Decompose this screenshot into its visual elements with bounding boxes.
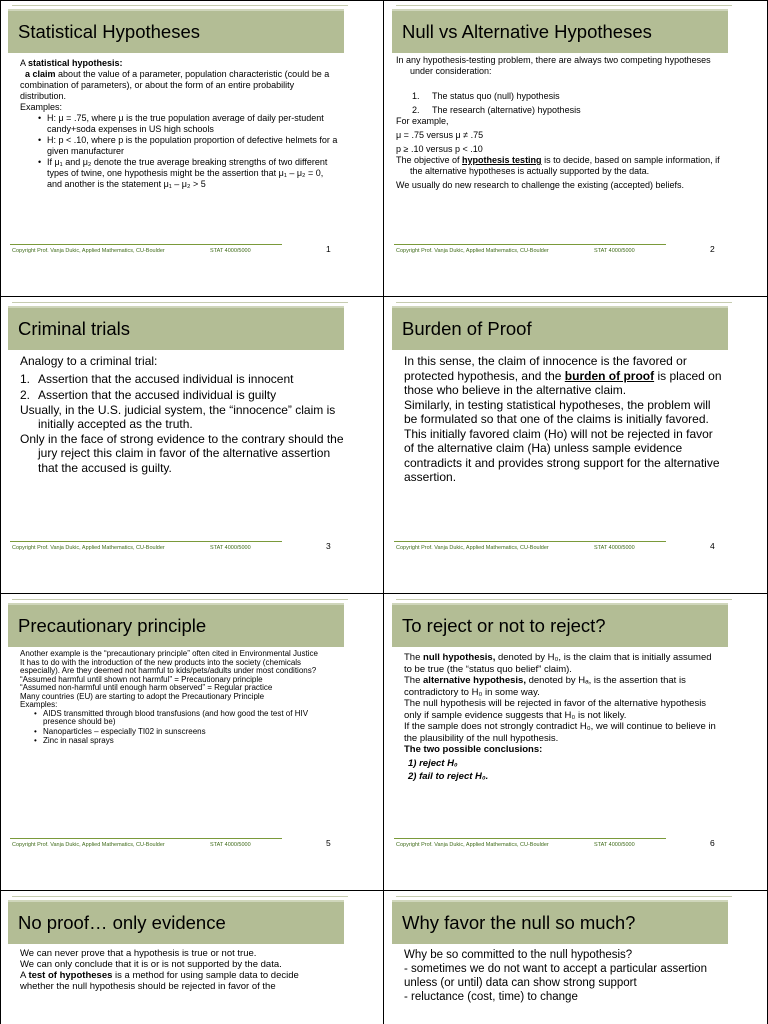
slide-title-bar [8, 306, 344, 350]
row-divider [0, 593, 768, 594]
paragraph-text: The [404, 652, 424, 663]
slide-footer [394, 838, 666, 848]
paragraph-2: We can only conclude that it is or is not supported by the data. [20, 959, 282, 970]
item-number: 1. [20, 371, 31, 386]
paragraph-bold: alternative hypothesis, [423, 675, 526, 686]
item-text: Assertion that the accused individual is innocent [38, 371, 294, 386]
page-number: 5 [326, 838, 331, 848]
only: Only in the face of strong evidence to the contrary should the jury reject this claim in favor of the alternative assertion that the accused is guilty. [20, 431, 344, 475]
slide-footer [10, 244, 282, 254]
paragraph-text: A [20, 970, 29, 981]
objective-rest: is to decide, based on sample information, if the alternative hypotheses is actually supported by the data. [410, 155, 720, 176]
paragraph-3: The null hypothesis will be rejected in favor of the alternative hypothesis only if sample evidence suggests that H₀ is not likely. [404, 698, 707, 721]
paragraph-2 [404, 675, 719, 698]
slide-7 [0, 891, 384, 1024]
paragraph-4: If the sample does not strongly contradict H₀, we will continue to believe in the plausibility of the null hypothesis. [404, 721, 716, 744]
list-item: • If μ₁ and μ₂ denote the true average breaking strengths of two different types of twine, one hypothesis might be the assertion that μ₁ – μ₂ = 0, and another is the statement μ₁ – μ₂ > 5 [38, 157, 340, 190]
slide-8 [384, 891, 768, 1024]
slide-title-bar [392, 306, 728, 350]
conclusions-bold: The two possible conclusions: [404, 744, 543, 755]
footer-copyright: Copyright Prof. Vanja Dukic, Applied Mathematics, CU-Boulder [396, 545, 549, 551]
conclusions-label [404, 744, 719, 756]
title-accent-line [396, 599, 732, 600]
slide-title-bar [392, 9, 728, 53]
slide-3 [0, 297, 384, 594]
slide-title-bar [8, 603, 344, 647]
paragraph-1: We can never prove that a hypothesis is true or not true. [20, 948, 257, 959]
footer-copyright: Copyright Prof. Vanja Dukic, Applied Mathematics, CU-Boulder [12, 842, 165, 848]
example-2: p ≥ .10 versus p < .10 [396, 144, 483, 154]
paragraph-bold: test of hypotheses [28, 970, 113, 981]
slide-body [20, 650, 325, 746]
list-item [20, 372, 345, 387]
footer-copyright: Copyright Prof. Vanja Dukic, Applied Mathematics, CU-Boulder [12, 545, 165, 551]
slide-body [20, 354, 345, 475]
definition-text: about the value of a parameter, population characteristic (could be a combination of parameters), or about the form of an entire probability distribution. [20, 69, 330, 101]
footer-copyright: Copyright Prof. Vanja Dukic, Applied Mathematics, CU-Boulder [396, 248, 549, 254]
row-divider [0, 296, 768, 297]
paragraph-text: In this sense, the claim of innocence is the favored or protected hypothesis, and the [404, 354, 687, 383]
paragraph-2: It has to do with the introduction of the new products into the society (chemicals especially). Are they deemed not harmful to kids/pets/adults under most conditions? [20, 657, 317, 675]
paragraph-3: - reluctance (cost, time) to change [404, 991, 578, 1003]
slide-body [404, 652, 719, 783]
slide-5 [0, 594, 384, 891]
conclusion-text: 1) reject H₀ [408, 757, 458, 769]
title-accent-line [396, 5, 732, 6]
list-item [20, 388, 345, 403]
hypothesis-list [412, 91, 726, 116]
slide-1 [0, 0, 384, 297]
slide-title-bar [392, 603, 728, 647]
objective-text: The objective of [396, 155, 463, 165]
slide-title-bar [8, 9, 344, 53]
intro-text: A [20, 58, 29, 68]
slide-title-bar [392, 900, 728, 944]
slide-title: Criminal trials [18, 318, 131, 339]
item-number: 2. [20, 388, 31, 402]
list-item [412, 91, 726, 102]
slide-footer [394, 244, 666, 254]
title-accent-line [12, 302, 348, 303]
list-item: • H: p < .10, where p is the population proportion of defective helmets for a given manufacturer [38, 135, 340, 157]
paragraph-3 [20, 970, 320, 992]
definition-bold: a claim [25, 69, 56, 79]
list-item: • Zinc in nasal sprays [34, 737, 325, 746]
item-text: The research (alternative) hypothesis [432, 105, 581, 115]
paragraph-1 [404, 354, 724, 398]
intro [20, 58, 340, 69]
paragraph-1: Another example is the “precautionary principle” often cited in Environmental Justice [20, 649, 318, 658]
page-number: 6 [710, 838, 715, 848]
objective [396, 155, 726, 177]
title-accent-line [12, 599, 348, 600]
paragraph-bold: null hypothesis, [423, 652, 496, 663]
objective-bold: hypothesis testing [462, 155, 542, 165]
paragraph-3: “Assumed harmful until shown not harmful” = Precautionary principle [20, 674, 263, 684]
title-accent-line [12, 5, 348, 6]
list-item [412, 105, 726, 116]
list-item: • H: μ = .75, where μ is the true population average of daily per-student candy+soda expenses in US high schools [38, 113, 340, 135]
usually: Usually, in the U.S. judicial system, the “innocence” claim is initially accepted as the truth. [20, 402, 336, 431]
slide-title: Statistical Hypotheses [18, 21, 201, 42]
example-1: μ = .75 versus μ ≠ .75 [396, 130, 484, 140]
paragraph-1: Why be so committed to the null hypothesis? [404, 949, 633, 961]
slide-title: Null vs Alternative Hypotheses [402, 21, 652, 42]
list-item: • AIDS transmitted through blood transfusions (and how good the test of HIV presence should be) [34, 710, 325, 727]
paragraph-2: - sometimes we do not want to accept a particular assertion unless (or until) data can show strong support [404, 963, 707, 989]
paragraph-2: Similarly, in testing statistical hypotheses, the problem will be formulated so that one of the claims is initially favored. [404, 397, 711, 426]
examples-list [34, 710, 325, 746]
slide-body [20, 58, 340, 190]
paragraph-3: This initially favored claim (Ho) will not be rejected in favor of the alternative claim (Ha) unless sample evidence contradicts it and provides strong support for the alternative assertion. [404, 426, 720, 484]
footer-course: STAT 4000/5000 [594, 248, 635, 254]
intro-bold: statistical hypothesis: [28, 58, 123, 68]
paragraph-rest: denoted by Hₐ, is the assertion that is contradictory to H₀ in some way. [404, 675, 686, 698]
footer-course: STAT 4000/5000 [210, 545, 251, 551]
examples-label: Examples: [20, 700, 58, 709]
conclusion-1 [404, 758, 719, 770]
conclusion-2 [404, 771, 719, 783]
slide-4 [384, 297, 768, 594]
paragraph-rest: denoted by H₀, is the claim that is initially assumed to be true (the “status quo belief” claim). [404, 652, 712, 675]
slide-footer [394, 541, 666, 551]
page-number: 1 [326, 244, 331, 254]
title-accent-line [12, 896, 348, 897]
slide-6 [384, 594, 768, 891]
slide-title: Why favor the null so much? [402, 912, 636, 933]
list-item: • Nanoparticles – especially TI02 in sunscreens [34, 728, 325, 737]
title-accent-line [396, 896, 732, 897]
examples-list [38, 113, 340, 190]
page-number: 3 [326, 541, 331, 551]
item-number: 2. [412, 105, 420, 115]
paragraph-bold: burden of proof [564, 368, 655, 383]
page-number: 4 [710, 541, 715, 551]
slide-title: To reject or not to reject? [402, 615, 606, 636]
definition [20, 69, 340, 102]
page-number: 2 [710, 244, 715, 254]
footer-copyright: Copyright Prof. Vanja Dukic, Applied Mathematics, CU-Boulder [12, 248, 165, 254]
item-text: The status quo (null) hypothesis [432, 91, 560, 101]
slide-title: Precautionary principle [18, 615, 207, 636]
footer-course: STAT 4000/5000 [594, 545, 635, 551]
paragraph-text: The [404, 675, 424, 686]
item-text: Assertion that the accused individual is guilty [38, 388, 277, 402]
item-number: 1. [412, 91, 420, 101]
paragraph-rest: is placed on those who believe in the alternative claim. [404, 368, 722, 397]
slide-title-bar [8, 900, 344, 944]
slide-body [404, 354, 724, 485]
title-accent-line [396, 302, 732, 303]
footer-course: STAT 4000/5000 [210, 842, 251, 848]
row-divider [0, 890, 768, 891]
usually: We usually do new research to challenge the existing (accepted) beliefs. [396, 180, 684, 190]
paragraph-1 [404, 652, 719, 675]
examples-label: Examples: [20, 102, 63, 112]
slide-body [20, 948, 320, 992]
slide-title: Burden of Proof [402, 318, 532, 339]
slide-body [396, 55, 726, 191]
conclusion-text: 2) fail to reject H₀. [408, 771, 489, 782]
intro: In any hypothesis-testing problem, there are always two competing hypotheses under consideration: [396, 55, 711, 76]
slide-footer [10, 838, 282, 848]
slide-body [404, 948, 719, 1004]
paragraph-rest: is a method for using sample data to decide whether the null hypothesis should be rejected in favor of the [20, 970, 299, 992]
for-example: For example, [396, 116, 449, 126]
analogy: Analogy to a criminal trial: [20, 354, 158, 368]
paragraph-5: Many countries (EU) are starting to adopt the Precautionary Principle [20, 691, 265, 701]
footer-course: STAT 4000/5000 [594, 842, 635, 848]
assertion-list [20, 372, 345, 403]
slide-footer [10, 541, 282, 551]
paragraph-4: “Assumed non-harmful until enough harm observed” = Regular practice [20, 683, 273, 692]
slide-title: No proof… only evidence [18, 912, 226, 933]
column-divider [383, 0, 384, 1024]
footer-course: STAT 4000/5000 [210, 248, 251, 254]
slide-2 [384, 0, 768, 297]
footer-copyright: Copyright Prof. Vanja Dukic, Applied Mathematics, CU-Boulder [396, 842, 549, 848]
